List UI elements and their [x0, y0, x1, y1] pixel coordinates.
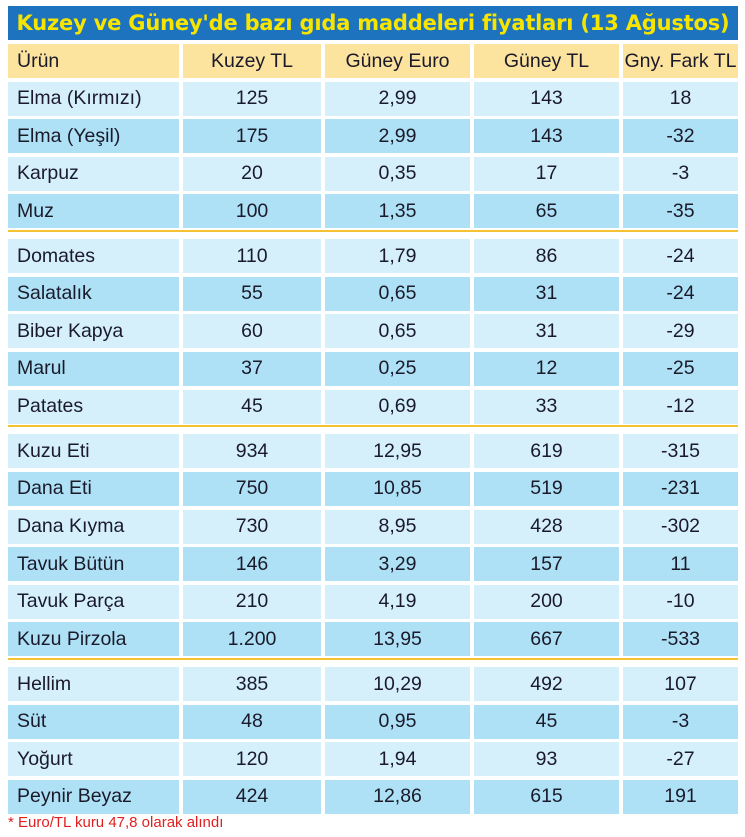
table-row — [8, 547, 738, 581]
table-row — [8, 622, 738, 656]
table-row — [8, 780, 738, 814]
group-separator — [8, 658, 738, 660]
product-name-cell: Kuzu Pirzola — [8, 622, 179, 656]
value-cell: 143 — [474, 119, 619, 153]
value-cell: -533 — [623, 622, 738, 656]
value-cell: 0,69 — [325, 390, 470, 424]
value-cell: -315 — [623, 434, 738, 468]
row-group — [8, 667, 738, 814]
table-row — [8, 742, 738, 776]
value-cell: 0,35 — [325, 157, 470, 191]
value-cell: 86 — [474, 239, 619, 273]
row-group — [8, 239, 738, 423]
product-name-cell: Yoğurt — [8, 742, 179, 776]
value-cell: 492 — [474, 667, 619, 701]
product-name-cell: Karpuz — [8, 157, 179, 191]
value-cell: 12 — [474, 352, 619, 386]
product-name-cell: Patates — [8, 390, 179, 424]
value-cell: -302 — [623, 510, 738, 544]
table-row — [8, 705, 738, 739]
table-row — [8, 314, 738, 348]
value-cell: 175 — [183, 119, 321, 153]
product-name-cell: Hellim — [8, 667, 179, 701]
value-cell: 667 — [474, 622, 619, 656]
value-cell: 37 — [183, 352, 321, 386]
value-cell: 191 — [623, 780, 738, 814]
value-cell: -10 — [623, 585, 738, 619]
value-cell: 12,86 — [325, 780, 470, 814]
table-row — [8, 157, 738, 191]
value-cell: 45 — [474, 705, 619, 739]
value-cell: 1,79 — [325, 239, 470, 273]
value-cell: 210 — [183, 585, 321, 619]
value-cell: 1,94 — [325, 742, 470, 776]
price-table — [8, 44, 738, 817]
value-cell: 18 — [623, 82, 738, 116]
value-cell: 750 — [183, 472, 321, 506]
value-cell: 93 — [474, 742, 619, 776]
value-cell: 424 — [183, 780, 321, 814]
value-cell: 0,25 — [325, 352, 470, 386]
value-cell: 0,65 — [325, 314, 470, 348]
column-header: Gny. Fark TL — [623, 44, 738, 78]
table-row — [8, 667, 738, 701]
value-cell: 12,95 — [325, 434, 470, 468]
value-cell: 48 — [183, 705, 321, 739]
value-cell: 1,35 — [325, 194, 470, 228]
product-name-cell: Biber Kapya — [8, 314, 179, 348]
value-cell: -32 — [623, 119, 738, 153]
column-header: Güney TL — [474, 44, 619, 78]
table-body — [8, 82, 738, 814]
value-cell: 17 — [474, 157, 619, 191]
row-group — [8, 434, 738, 656]
product-name-cell: Salatalık — [8, 277, 179, 311]
table-header-row — [8, 44, 738, 78]
product-name-cell: Tavuk Bütün — [8, 547, 179, 581]
value-cell: 107 — [623, 667, 738, 701]
value-cell: 2,99 — [325, 82, 470, 116]
footnote: * Euro/TL kuru 47,8 olarak alındı — [8, 814, 224, 831]
value-cell: 55 — [183, 277, 321, 311]
value-cell: 619 — [474, 434, 619, 468]
value-cell: 60 — [183, 314, 321, 348]
column-header: Kuzey TL — [183, 44, 321, 78]
product-name-cell: Marul — [8, 352, 179, 386]
value-cell: 0,65 — [325, 277, 470, 311]
value-cell: 200 — [474, 585, 619, 619]
value-cell: 125 — [183, 82, 321, 116]
value-cell: 385 — [183, 667, 321, 701]
value-cell: 143 — [474, 82, 619, 116]
product-name-cell: Domates — [8, 239, 179, 273]
table-row — [8, 119, 738, 153]
value-cell: 428 — [474, 510, 619, 544]
value-cell: 146 — [183, 547, 321, 581]
value-cell: 934 — [183, 434, 321, 468]
table-row — [8, 82, 738, 116]
product-name-cell: Dana Kıyma — [8, 510, 179, 544]
table-row — [8, 390, 738, 424]
value-cell: -231 — [623, 472, 738, 506]
value-cell: 157 — [474, 547, 619, 581]
table-row — [8, 434, 738, 468]
value-cell: 1.200 — [183, 622, 321, 656]
product-name-cell: Elma (Kırmızı) — [8, 82, 179, 116]
value-cell: -3 — [623, 157, 738, 191]
value-cell: 110 — [183, 239, 321, 273]
value-cell: 20 — [183, 157, 321, 191]
product-name-cell: Kuzu Eti — [8, 434, 179, 468]
value-cell: 0,95 — [325, 705, 470, 739]
column-header: Ürün — [8, 44, 179, 78]
value-cell: 4,19 — [325, 585, 470, 619]
value-cell: -29 — [623, 314, 738, 348]
value-cell: 730 — [183, 510, 321, 544]
group-separator — [8, 230, 738, 232]
value-cell: 615 — [474, 780, 619, 814]
group-separator — [8, 425, 738, 427]
value-cell: -24 — [623, 277, 738, 311]
value-cell: 65 — [474, 194, 619, 228]
product-name-cell: Elma (Yeşil) — [8, 119, 179, 153]
row-group — [8, 82, 738, 229]
table-row — [8, 352, 738, 386]
table-title: Kuzey ve Güney'de bazı gıda maddeleri fiyatları (13 Ağustos) — [8, 6, 738, 40]
value-cell: -25 — [623, 352, 738, 386]
product-name-cell: Süt — [8, 705, 179, 739]
value-cell: 31 — [474, 277, 619, 311]
table-row — [8, 510, 738, 544]
value-cell: 31 — [474, 314, 619, 348]
product-name-cell: Dana Eti — [8, 472, 179, 506]
value-cell: 8,95 — [325, 510, 470, 544]
value-cell: 45 — [183, 390, 321, 424]
value-cell: 13,95 — [325, 622, 470, 656]
value-cell: 100 — [183, 194, 321, 228]
product-name-cell: Muz — [8, 194, 179, 228]
table-row — [8, 239, 738, 273]
table-row — [8, 194, 738, 228]
value-cell: -35 — [623, 194, 738, 228]
value-cell: 33 — [474, 390, 619, 424]
value-cell: 519 — [474, 472, 619, 506]
table-row — [8, 277, 738, 311]
value-cell: -27 — [623, 742, 738, 776]
column-header: Güney Euro — [325, 44, 470, 78]
value-cell: 3,29 — [325, 547, 470, 581]
product-name-cell: Peynir Beyaz — [8, 780, 179, 814]
value-cell: 2,99 — [325, 119, 470, 153]
value-cell: -3 — [623, 705, 738, 739]
value-cell: -12 — [623, 390, 738, 424]
value-cell: 120 — [183, 742, 321, 776]
product-name-cell: Tavuk Parça — [8, 585, 179, 619]
table-row — [8, 472, 738, 506]
value-cell: -24 — [623, 239, 738, 273]
table-row — [8, 585, 738, 619]
value-cell: 10,29 — [325, 667, 470, 701]
value-cell: 11 — [623, 547, 738, 581]
value-cell: 10,85 — [325, 472, 470, 506]
